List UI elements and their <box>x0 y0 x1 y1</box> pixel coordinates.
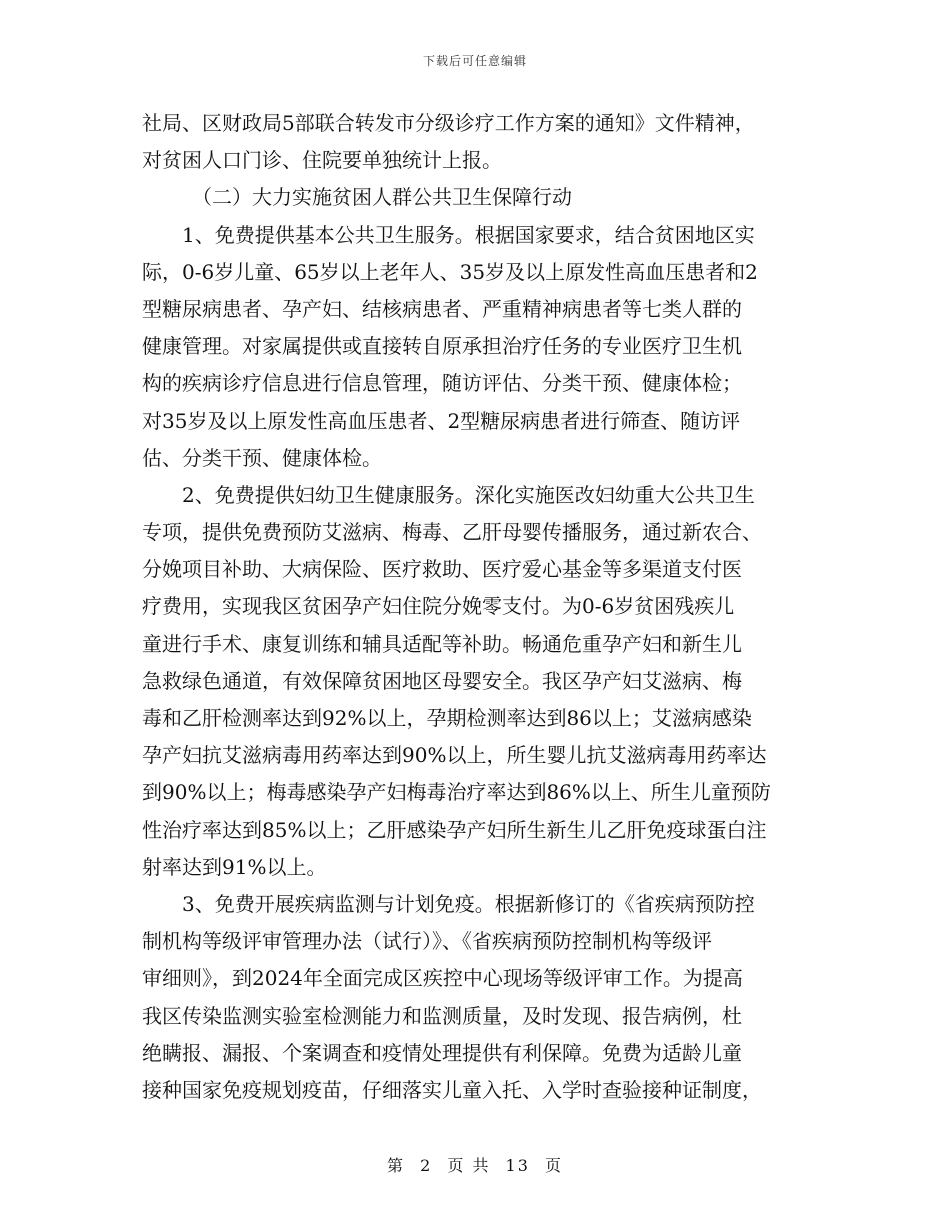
text-line: 制机构等级评审管理办法（试行）》、《省疾病预防控制机构等级评 <box>142 929 712 954</box>
text-line: 构的疾病诊疗信息进行信息管理，随访评估、分类干预、健康体检； <box>142 371 742 396</box>
footer-suffix: 页 <box>545 1156 564 1175</box>
text-line: 绝瞒报、漏报、个案调查和疫情处理提供有利保障。免费为适龄儿童 <box>142 1040 742 1065</box>
page-number: 2 <box>420 1156 433 1175</box>
text-line: 对贫困人口门诊、住院要单独统计上报。 <box>142 148 502 173</box>
text-line: 射率达到91%以上。 <box>142 854 327 879</box>
text-line: 接种国家免疫规划疫苗，仔细落实儿童入托、入学时查验接种证制度， <box>142 1077 762 1102</box>
footer-middle: 页 共 <box>447 1156 491 1175</box>
text-line: 专项，提供免费预防艾滋病、梅毒、乙肝母婴传播服务，通过新农合、 <box>142 520 762 545</box>
section-heading: （二）大力实施贫困人群公共卫生保障行动 <box>142 185 572 210</box>
text-line: 孕产妇抗艾滋病毒用药率达到90%以上，所生婴儿抗艾滋病毒用药率达 <box>142 743 767 768</box>
text-line: 对35岁及以上原发性高血压患者、2型糖尿病患者进行筛查、随访评 <box>142 408 741 433</box>
text-line: 性治疗率达到85%以上；乙肝感染孕产妇所生新生儿乙肝免疫球蛋白注 <box>142 817 767 842</box>
text-line: 疗费用，实现我区贫困孕产妇住院分娩零支付。为0-6岁贫困残疾儿 <box>142 594 735 619</box>
text-line: 1、免费提供基本公共卫生服务。根据国家要求，结合贫困地区实 <box>142 222 755 247</box>
text-line: 2、免费提供妇幼卫生健康服务。深化实施医改妇幼重大公共卫生 <box>142 482 755 507</box>
text-line: 急救绿色通道，有效保障贫困地区母婴安全。我区孕产妇艾滋病、梅 <box>142 668 742 693</box>
document-body <box>142 105 814 1109</box>
text-line: 童进行手术、康复训练和辅具适配等补助。畅通危重孕产妇和新生儿 <box>142 631 742 656</box>
text-line: 估、分类干预、健康体检。 <box>142 445 382 470</box>
text-line: 毒和乙肝检测率达到92%以上，孕期检测率达到86以上；艾滋病感染 <box>142 706 752 730</box>
text-line: 3、免费开展疾病监测与计划免疫。根据新修订的《省疾病预防控 <box>142 891 755 916</box>
text-line: 审细则》，到2024年全面完成区疾控中心现场等级评审工作。为提高 <box>142 966 743 991</box>
text-line: 社局、区财政局5部联合转发市分级诊疗工作方案的通知》文件精神， <box>142 111 755 135</box>
header-note: 下载后可任意编辑 <box>422 54 527 68</box>
text-line: 到90%以上；梅毒感染孕产妇梅毒治疗率达到86%以上、所生儿童预防 <box>142 780 771 805</box>
text-line: 型糖尿病患者、孕产妇、结核病患者、严重精神病患者等七类人群的 <box>142 296 742 321</box>
footer-prefix: 第 <box>386 1156 405 1175</box>
text-line: 际，0-6岁儿童、65岁以上老年人、35岁及以上原发性高血压患者和2 <box>142 259 758 284</box>
page-footer <box>0 1153 950 1176</box>
text-line: 我区传染监测实验室检测能力和监测质量，及时发现、报告病例，杜 <box>142 1003 742 1028</box>
total-pages: 13 <box>505 1156 530 1175</box>
text-line: 健康管理。对家属提供或直接转自原承担治疗任务的专业医疗卫生机 <box>142 334 742 359</box>
text-line: 分娩项目补助、大病保险、医疗救助、医疗爱心基金等多渠道支付医 <box>142 557 742 582</box>
